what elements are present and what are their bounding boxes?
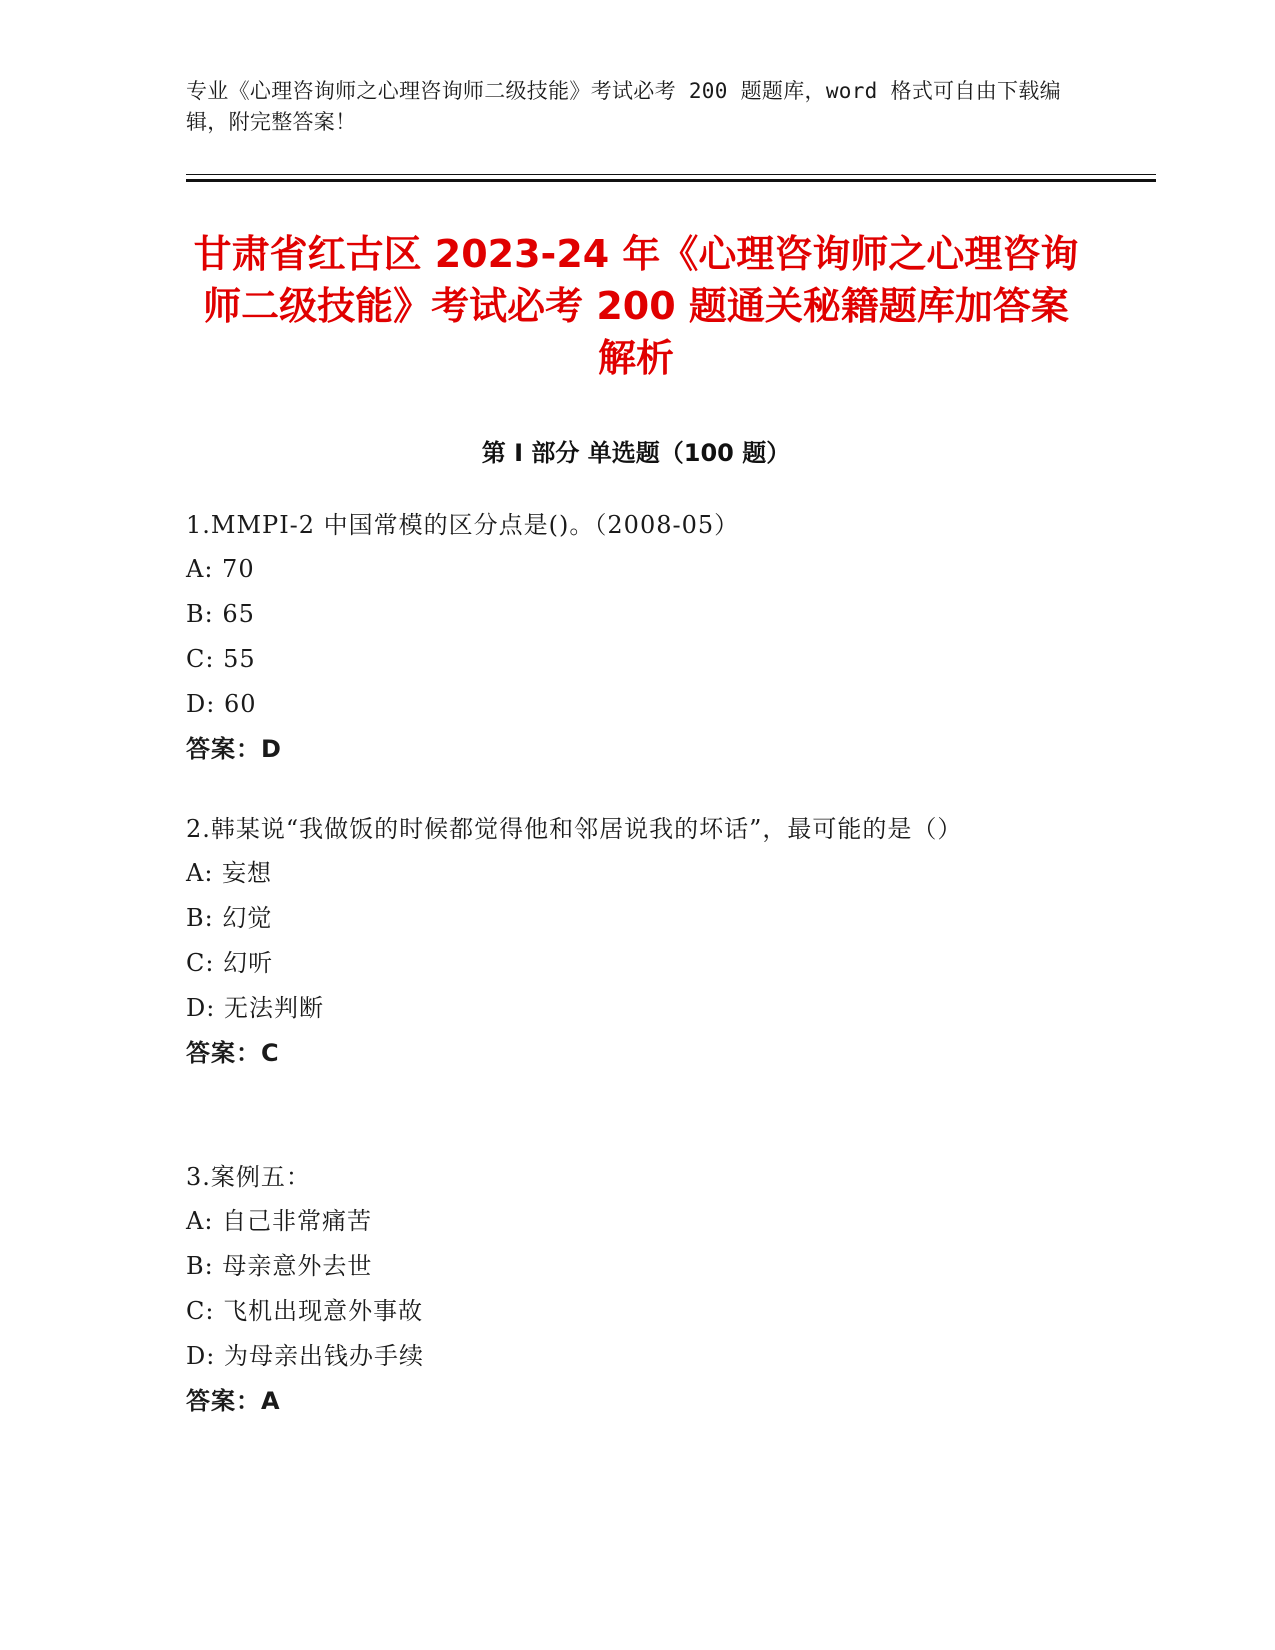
option-d: D: 无法判断	[186, 994, 324, 1022]
document-title: 甘肃省红古区 2023-24 年《心理咨询师之心理咨询师二级技能》考试必考 200 题通关秘籍题库加答案解析	[193, 232, 1079, 380]
question-1	[186, 503, 1066, 772]
intro-text: 专业《心理咨询师之心理咨询师二级技能》考试必考 200 题题库，word 格式可自由下载编辑，附完整答案！	[186, 79, 1061, 134]
header-divider-thin	[186, 174, 1156, 175]
question-3	[186, 1155, 1066, 1424]
answer-line: 答案：A	[186, 1387, 281, 1415]
option-a: A: 自己非常痛苦	[186, 1207, 373, 1235]
option-c: C: 55	[186, 645, 256, 673]
question-stem: 2.韩某说“我做饭的时候都觉得他和邻居说我的坏话”，最可能的是（）	[186, 815, 963, 843]
option-c: C: 飞机出现意外事故	[186, 1297, 424, 1325]
answer-line: 答案：C	[186, 1039, 280, 1067]
question-stem: 1.MMPI-2 中国常模的区分点是()。（2008-05）	[186, 511, 740, 539]
option-b: B: 幻觉	[186, 904, 273, 932]
option-a: A: 70	[186, 555, 255, 583]
answer-line: 答案：D	[186, 735, 282, 763]
option-d: D: 为母亲出钱办手续	[186, 1342, 424, 1370]
option-d: D: 60	[186, 690, 257, 718]
option-b: B: 65	[186, 600, 255, 628]
option-a: A: 妄想	[186, 859, 273, 887]
option-b: B: 母亲意外去世	[186, 1252, 373, 1280]
section-heading: 第 I 部分 单选题（100 题）	[481, 439, 791, 467]
question-2	[186, 807, 1066, 1076]
option-c: C: 幻听	[186, 949, 274, 977]
header-divider-thick	[186, 179, 1156, 182]
question-stem: 3.案例五：	[186, 1163, 311, 1191]
